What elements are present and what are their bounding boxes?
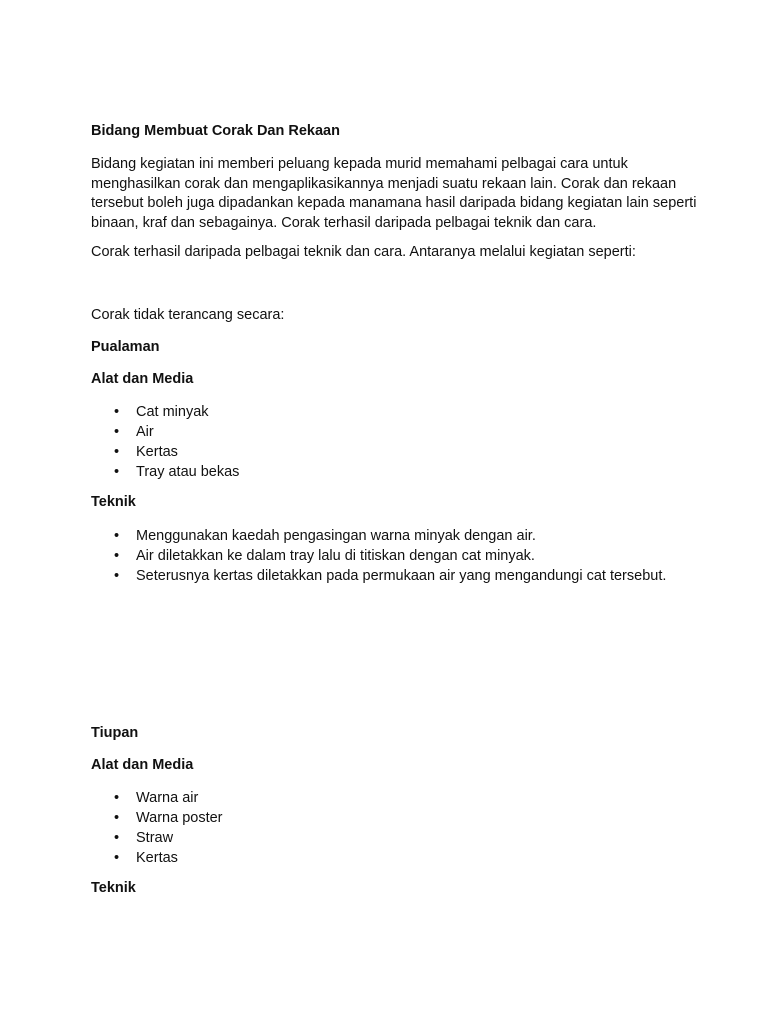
intro-line: Bidang kegiatan ini memberi peluang kepada murid memahami pelbagai cara untuk [91,156,628,172]
bullet-icon: • [114,850,120,866]
list-item: • Kertas [114,444,178,460]
list-item: • Menggunakan kaedah pengasingan warna minyak dengan air. [114,528,536,544]
list-item: • Warna air [114,790,199,806]
bullet-icon: • [114,548,120,564]
list-item: • Tray atau bekas [114,464,240,480]
intro-line: menghasilkan corak dan mengaplikasikannya menjadi suatu rekaan lain. Corak dan rekaan [91,175,677,192]
bullet-icon: • [114,404,120,420]
media-heading: Alat dan Media [91,371,194,387]
intro-paragraph [91,155,696,233]
intro-line: binaan, kraf dan sebagainya. Corak terhasil daripada pelbagai teknik dan cara. [91,214,597,231]
list-item: • Kertas [114,850,178,866]
technique-heading: Teknik [91,494,136,510]
media-list-pualaman [91,402,239,482]
list-item: • Cat minyak [114,404,209,420]
technique-heading: Teknik [91,880,136,896]
media-list-tiupan [91,788,223,868]
bullet-icon: • [114,810,120,826]
bullet-icon: • [114,790,120,806]
bullet-icon: • [114,528,120,544]
list-item: • Straw [114,830,174,846]
bullet-icon: • [114,444,120,460]
bullet-icon: • [114,424,120,440]
bullet-icon: • [114,830,120,846]
activities-paragraph: Corak terhasil daripada pelbagai teknik dan cara. Antaranya melalui kegiatan seperti: [91,244,636,260]
section-heading-pualaman: Pualaman [91,339,160,355]
list-item: • Air diletakkan ke dalam tray lalu di titiskan dengan cat minyak. [114,548,535,564]
bullet-icon: • [114,464,120,480]
bullet-icon: • [114,568,120,584]
media-heading: Alat dan Media [91,757,194,773]
document-title: Bidang Membuat Corak Dan Rekaan [91,123,340,139]
list-item: • Air [114,424,154,440]
unplanned-paragraph: Corak tidak terancang secara: [91,307,285,323]
technique-list-pualaman [91,526,666,586]
list-item: • Seterusnya kertas diletakkan pada permukaan air yang mengandungi cat tersebut. [114,568,667,584]
intro-line: tersebut boleh juga dipadankan kepada manamana hasil daripada bidang kegiatan lain seperti [91,195,697,211]
section-heading-tiupan: Tiupan [91,725,139,741]
list-item: • Warna poster [114,810,223,826]
